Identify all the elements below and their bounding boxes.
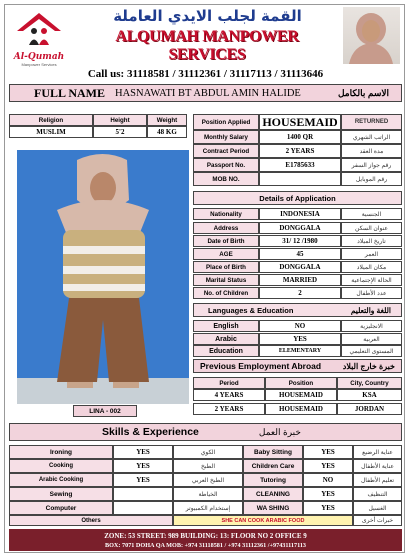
skill-babysitting-arabic: عناية الرضيع: [353, 445, 402, 459]
full-name-bar: [9, 84, 402, 102]
photo-tag: LINA - 002: [73, 405, 137, 417]
skill-washing-value: YES: [303, 501, 353, 515]
age-label: AGE: [193, 248, 259, 260]
employment-title-bar: [193, 359, 402, 373]
pob-value: DONGGALA: [259, 261, 341, 273]
english-label: English: [193, 320, 259, 332]
full-name-arabic: الاسم بالكامل: [337, 87, 389, 98]
skill-ironing-label: Ironing: [9, 445, 113, 459]
skill-arabic-cooking-arabic: الطبخ العربي: [173, 473, 243, 487]
skill-babysitting-value: YES: [303, 445, 353, 459]
religion-value: MUSLIM: [9, 126, 93, 138]
english-value: NO: [259, 320, 341, 332]
address-arabic: عنوان السكن: [341, 222, 402, 234]
company-name: ALQUMAH MANPOWER SERVICES: [115, 28, 299, 63]
full-name-label: FULL NAME: [34, 85, 106, 100]
logo-subtext: Manpower Services: [21, 62, 57, 67]
salary-value: 1400 QR: [259, 130, 341, 144]
pob-label: Place of Birth: [193, 261, 259, 273]
others-value: SHE CAN COOK ARABIC FOOD: [173, 515, 353, 526]
skill-cleaning-label: CLEANING: [243, 487, 303, 501]
height-value: 5'2: [93, 126, 147, 138]
skill-ironing-arabic: الكوي: [173, 445, 243, 459]
weight-value: 48 KG: [147, 126, 187, 138]
footer-bar: [9, 529, 402, 551]
arabic-arabic: العربية: [341, 333, 402, 345]
others-label: Others: [9, 515, 173, 526]
call-us: Call us: 31118581 / 31112361 / 31117113 / 31113646: [87, 68, 324, 80]
skill-sewing-label: Sewing: [9, 487, 113, 501]
skill-cooking-label: Cooking: [9, 459, 113, 473]
skill-computer-label: Computer: [9, 501, 113, 515]
skill-arabic-cooking-value: YES: [113, 473, 173, 487]
education-arabic: المستوى التعليمي: [341, 345, 402, 357]
skill-cleaning-value: YES: [303, 487, 353, 501]
header-portrait: [343, 7, 400, 64]
skill-cleaning-arabic: التنظيف: [353, 487, 402, 501]
skill-washing-arabic: الغسيل: [353, 501, 402, 515]
skill-washing-label: WA SHING: [243, 501, 303, 515]
position-label: Position Applied: [193, 114, 259, 130]
address-value: DONGGALA: [259, 222, 341, 234]
cv-sheet: [4, 4, 405, 553]
children-value: 2: [259, 287, 341, 299]
skill-childcare-label: Children Care: [243, 459, 303, 473]
position-status: RETURNED: [341, 114, 402, 130]
education-value: ELEMENTARY: [259, 345, 341, 357]
skill-sewing-arabic: الخياطة: [173, 487, 243, 501]
nationality-label: Nationality: [193, 208, 259, 220]
children-arabic: عدد الأطفال: [341, 287, 402, 299]
nationality-value: INDONESIA: [259, 208, 341, 220]
contract-arabic: مدة العقد: [341, 144, 402, 158]
mob-arabic: رقم الموبايل: [341, 172, 402, 186]
marital-value: MARRIED: [259, 274, 341, 286]
skill-tutoring-value: NO: [303, 473, 353, 487]
passport-label: Passport No.: [193, 158, 259, 172]
house-people-icon: [13, 11, 65, 47]
skill-babysitting-label: Baby Sitting: [243, 445, 303, 459]
dob-label: Date of Birth: [193, 235, 259, 247]
pob-arabic: مكان الميلاد: [341, 261, 402, 273]
nationality-arabic: الجنسية: [341, 208, 402, 220]
emp-row2-period: 2 YEARS: [193, 403, 265, 415]
emp-position-header: Position: [265, 377, 337, 389]
candidate-photo: [17, 150, 189, 404]
arabic-value: YES: [259, 333, 341, 345]
contract-label: Contract Period: [193, 144, 259, 158]
marital-label: Marital Status: [193, 274, 259, 286]
dob-value: 31/ 12 /1980: [259, 235, 341, 247]
skill-sewing-value: [113, 487, 173, 501]
address-label: Address: [193, 222, 259, 234]
others-arabic: خبرات أخرى: [353, 515, 402, 526]
company-logo: [13, 11, 65, 67]
languages-title-bar: [193, 303, 402, 317]
skills-title-arabic: خبرة العمل: [258, 426, 301, 437]
languages-title: Languages & Education: [208, 305, 294, 315]
salary-arabic: الراتب الشهري: [341, 130, 402, 144]
skill-computer-arabic: إستخدام الكمبيوتر: [173, 501, 243, 515]
education-label: Education: [193, 345, 259, 357]
skill-childcare-value: YES: [303, 459, 353, 473]
logo-text: Al-Qumah: [13, 52, 65, 62]
skill-childcare-arabic: عناية الأطفال: [353, 459, 402, 473]
passport-arabic: رقم جواز السفر: [341, 158, 402, 172]
contract-value: 2 YEARS: [259, 144, 341, 158]
mob-label: MOB NO.: [193, 172, 259, 186]
footer-address: ZONE: 53 STREET: 989 BUILDING: 13: FLOOR NO 2 OFFICE 9: [104, 532, 307, 540]
emp-row2-country: JORDAN: [337, 403, 402, 415]
footer-contact: BOX: 7071 DOHA QA MOB: +974 31118581 / +974 31112361 /+97431117113: [104, 542, 307, 549]
height-header: Height: [93, 114, 147, 126]
religion-header: Religion: [9, 114, 93, 126]
full-name-value: HASNAWATI BT ABDUL AMIN HALIDE: [115, 87, 301, 99]
skill-cooking-value: YES: [113, 459, 173, 473]
passport-value: E1785633: [259, 158, 341, 172]
emp-row2-position: HOUSEMAID: [265, 403, 337, 415]
children-label: No. of Children: [193, 287, 259, 299]
skill-ironing-value: YES: [113, 445, 173, 459]
position-value: HOUSEMAID: [259, 114, 341, 130]
age-arabic: العمر: [341, 248, 402, 260]
salary-label: Monthly Salary: [193, 130, 259, 144]
skill-tutoring-arabic: تعليم الأطفال: [353, 473, 402, 487]
age-value: 45: [259, 248, 341, 260]
arabic-label: Arabic: [193, 333, 259, 345]
english-arabic: الانجليزية: [341, 320, 402, 332]
city-country-header: City, Country: [337, 377, 402, 389]
dob-arabic: تاريخ الميلاد: [341, 235, 402, 247]
emp-row1-period: 4 YEARS: [193, 389, 265, 401]
emp-row1-position: HOUSEMAID: [265, 389, 337, 401]
skill-arabic-cooking-label: Arabic Cooking: [9, 473, 113, 487]
skill-cooking-arabic: الطبخ: [173, 459, 243, 473]
details-title: Details of Application: [193, 191, 402, 205]
employment-title-arabic: خبرة خارج البلاد: [342, 361, 395, 371]
mob-value: [259, 172, 341, 186]
weight-header: Weight: [147, 114, 187, 126]
marital-arabic: الحالة الإجتماعية: [341, 274, 402, 286]
skill-tutoring-label: Tutoring: [243, 473, 303, 487]
period-header: Period: [193, 377, 265, 389]
skills-title-bar: [9, 423, 402, 441]
arabic-company-title: القمة لجلب الايدي العاملة: [113, 7, 302, 25]
languages-title-arabic: اللغة والتعليم: [350, 305, 391, 315]
skills-title: Skills & Experience: [102, 426, 199, 438]
employment-title: Previous Employment Abroad: [200, 361, 322, 371]
emp-row1-country: KSA: [337, 389, 402, 401]
skill-computer-value: [113, 501, 173, 515]
